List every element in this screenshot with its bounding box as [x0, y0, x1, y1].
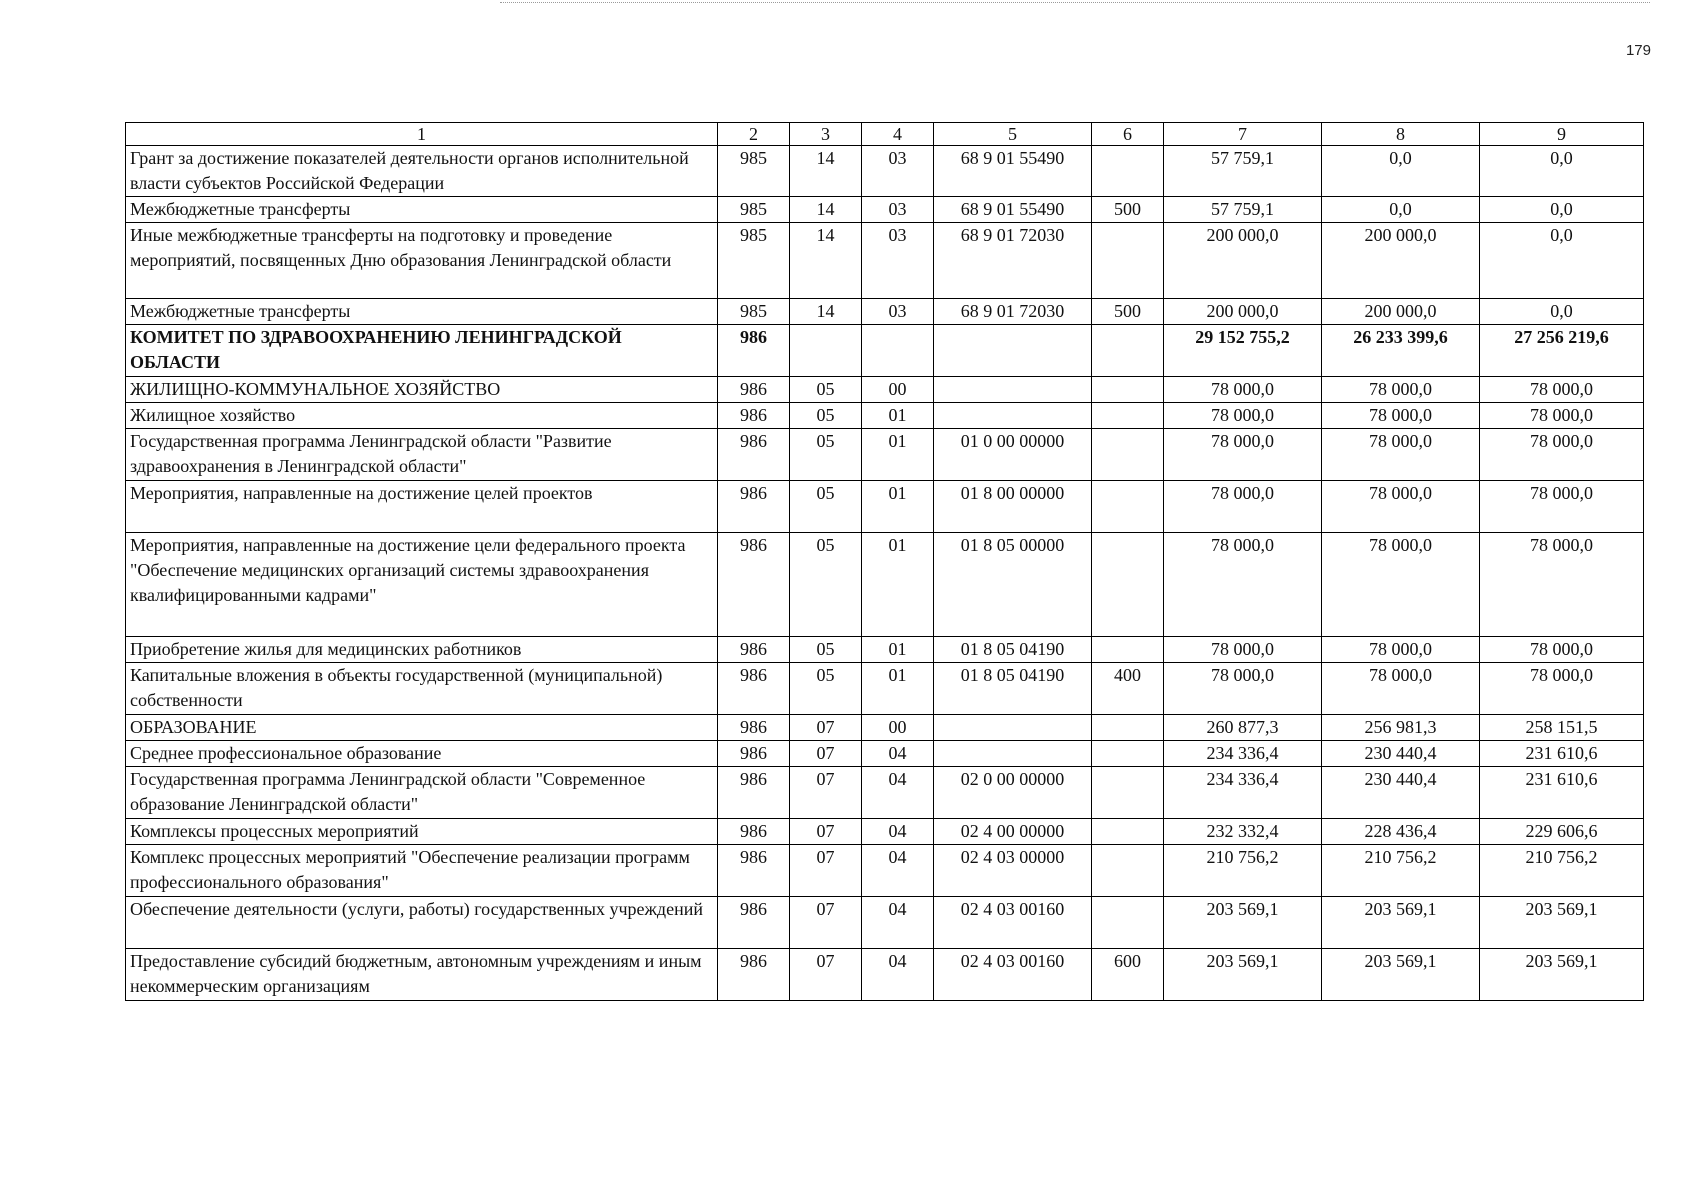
- subsection-code-cell: 00: [862, 715, 934, 741]
- expense-type-cell: [1092, 819, 1164, 845]
- amount-year3-cell: 78 000,0: [1480, 429, 1644, 481]
- expense-type-cell: [1092, 325, 1164, 377]
- amount-year2-cell: 203 569,1: [1322, 897, 1480, 949]
- target-article-cell: [934, 741, 1092, 767]
- target-article-cell: 02 0 00 00000: [934, 767, 1092, 819]
- subsection-code-cell: 03: [862, 299, 934, 325]
- target-article-cell: 02 4 03 00160: [934, 897, 1092, 949]
- amount-year3-cell: 78 000,0: [1480, 377, 1644, 403]
- section-code-cell: 07: [790, 949, 862, 1001]
- scan-top-rule: [500, 2, 1650, 3]
- expense-type-cell: [1092, 533, 1164, 637]
- expense-type-cell: [1092, 767, 1164, 819]
- amount-year3-cell: 0,0: [1480, 299, 1644, 325]
- amount-year1-cell: 200 000,0: [1164, 223, 1322, 299]
- expense-type-cell: 600: [1092, 949, 1164, 1001]
- header-cell: 8: [1322, 123, 1480, 146]
- table-row: [126, 325, 1644, 377]
- table-body: [126, 123, 1644, 1001]
- table-row: [126, 897, 1644, 949]
- table-row: [126, 845, 1644, 897]
- row-name-cell: Государственная программа Ленинградской области "Развитие здравоохранения в Ленинградской области": [126, 429, 718, 481]
- row-name-cell: Межбюджетные трансферты: [126, 197, 718, 223]
- target-article-cell: 02 4 03 00000: [934, 845, 1092, 897]
- amount-year3-cell: 0,0: [1480, 146, 1644, 197]
- amount-year1-cell: 234 336,4: [1164, 767, 1322, 819]
- subsection-code-cell: 01: [862, 403, 934, 429]
- grbs-code-cell: 986: [718, 325, 790, 377]
- table-row: [126, 223, 1644, 299]
- row-name-cell: Комплекс процессных мероприятий "Обеспечение реализации программ профессионального образования": [126, 845, 718, 897]
- subsection-code-cell: 04: [862, 897, 934, 949]
- amount-year2-cell: 78 000,0: [1322, 481, 1480, 533]
- amount-year3-cell: 78 000,0: [1480, 481, 1644, 533]
- header-cell: 6: [1092, 123, 1164, 146]
- amount-year2-cell: 0,0: [1322, 197, 1480, 223]
- row-name-cell: Грант за достижение показателей деятельности органов исполнительной власти субъектов Российской Федерации: [126, 146, 718, 197]
- amount-year3-cell: 258 151,5: [1480, 715, 1644, 741]
- grbs-code-cell: 986: [718, 897, 790, 949]
- target-article-cell: 01 8 00 00000: [934, 481, 1092, 533]
- row-name-cell: Капитальные вложения в объекты государственной (муниципальной) собственности: [126, 663, 718, 715]
- section-code-cell: 14: [790, 299, 862, 325]
- subsection-code-cell: 01: [862, 429, 934, 481]
- section-code-cell: 07: [790, 819, 862, 845]
- header-cell: 7: [1164, 123, 1322, 146]
- target-article-cell: 02 4 00 00000: [934, 819, 1092, 845]
- row-name-cell: Предоставление субсидий бюджетным, автономным учреждениям и иным некоммерческим организациям: [126, 949, 718, 1001]
- grbs-code-cell: 985: [718, 299, 790, 325]
- section-code-cell: [790, 325, 862, 377]
- amount-year2-cell: 228 436,4: [1322, 819, 1480, 845]
- expense-type-cell: 500: [1092, 299, 1164, 325]
- amount-year1-cell: 260 877,3: [1164, 715, 1322, 741]
- subsection-code-cell: 03: [862, 197, 934, 223]
- target-article-cell: 02 4 03 00160: [934, 949, 1092, 1001]
- section-code-cell: 05: [790, 663, 862, 715]
- subsection-code-cell: 00: [862, 377, 934, 403]
- row-name-cell: ОБРАЗОВАНИЕ: [126, 715, 718, 741]
- expense-type-cell: [1092, 897, 1164, 949]
- amount-year2-cell: 26 233 399,6: [1322, 325, 1480, 377]
- amount-year1-cell: 232 332,4: [1164, 819, 1322, 845]
- amount-year3-cell: 78 000,0: [1480, 403, 1644, 429]
- expense-type-cell: 400: [1092, 663, 1164, 715]
- section-code-cell: 05: [790, 533, 862, 637]
- amount-year1-cell: 78 000,0: [1164, 481, 1322, 533]
- expense-type-cell: [1092, 845, 1164, 897]
- target-article-cell: 68 9 01 72030: [934, 299, 1092, 325]
- subsection-code-cell: 04: [862, 845, 934, 897]
- amount-year3-cell: 203 569,1: [1480, 897, 1644, 949]
- amount-year3-cell: 27 256 219,6: [1480, 325, 1644, 377]
- target-article-cell: [934, 325, 1092, 377]
- section-code-cell: 05: [790, 481, 862, 533]
- expense-type-cell: [1092, 146, 1164, 197]
- table-row: [126, 949, 1644, 1001]
- amount-year1-cell: 234 336,4: [1164, 741, 1322, 767]
- amount-year3-cell: 231 610,6: [1480, 741, 1644, 767]
- amount-year3-cell: 210 756,2: [1480, 845, 1644, 897]
- target-article-cell: 68 9 01 55490: [934, 146, 1092, 197]
- expense-type-cell: [1092, 481, 1164, 533]
- amount-year3-cell: 78 000,0: [1480, 663, 1644, 715]
- amount-year3-cell: 229 606,6: [1480, 819, 1644, 845]
- amount-year2-cell: 78 000,0: [1322, 637, 1480, 663]
- table-row: [126, 197, 1644, 223]
- amount-year2-cell: 0,0: [1322, 146, 1480, 197]
- table-row: [126, 819, 1644, 845]
- amount-year3-cell: 0,0: [1480, 223, 1644, 299]
- table-row: [126, 767, 1644, 819]
- grbs-code-cell: 986: [718, 481, 790, 533]
- section-code-cell: 05: [790, 429, 862, 481]
- expense-type-cell: [1092, 637, 1164, 663]
- table-row: [126, 377, 1644, 403]
- table-row: [126, 741, 1644, 767]
- amount-year2-cell: 203 569,1: [1322, 949, 1480, 1001]
- subsection-code-cell: 01: [862, 637, 934, 663]
- section-code-cell: 05: [790, 377, 862, 403]
- expense-type-cell: [1092, 715, 1164, 741]
- subsection-code-cell: 01: [862, 533, 934, 637]
- table-row: [126, 533, 1644, 637]
- amount-year2-cell: 200 000,0: [1322, 299, 1480, 325]
- grbs-code-cell: 986: [718, 533, 790, 637]
- section-code-cell: 05: [790, 403, 862, 429]
- subsection-code-cell: 04: [862, 741, 934, 767]
- expense-type-cell: [1092, 741, 1164, 767]
- target-article-cell: 68 9 01 55490: [934, 197, 1092, 223]
- amount-year2-cell: 256 981,3: [1322, 715, 1480, 741]
- row-name-cell: Приобретение жилья для медицинских работников: [126, 637, 718, 663]
- grbs-code-cell: 985: [718, 146, 790, 197]
- table-row: [126, 146, 1644, 197]
- section-code-cell: 07: [790, 741, 862, 767]
- expense-type-cell: 500: [1092, 197, 1164, 223]
- header-cell: 2: [718, 123, 790, 146]
- budget-table: [125, 122, 1644, 1001]
- subsection-code-cell: 03: [862, 146, 934, 197]
- subsection-code-cell: 04: [862, 819, 934, 845]
- header-cell: 3: [790, 123, 862, 146]
- grbs-code-cell: 985: [718, 223, 790, 299]
- target-article-cell: 01 8 05 04190: [934, 637, 1092, 663]
- target-article-cell: [934, 377, 1092, 403]
- amount-year1-cell: 200 000,0: [1164, 299, 1322, 325]
- grbs-code-cell: 986: [718, 767, 790, 819]
- amount-year2-cell: 78 000,0: [1322, 663, 1480, 715]
- table-row: [126, 429, 1644, 481]
- row-name-cell: Жилищное хозяйство: [126, 403, 718, 429]
- amount-year1-cell: 78 000,0: [1164, 403, 1322, 429]
- section-code-cell: 14: [790, 223, 862, 299]
- amount-year1-cell: 203 569,1: [1164, 949, 1322, 1001]
- amount-year1-cell: 78 000,0: [1164, 377, 1322, 403]
- section-code-cell: 14: [790, 146, 862, 197]
- table-row: [126, 715, 1644, 741]
- grbs-code-cell: 986: [718, 819, 790, 845]
- subsection-code-cell: 01: [862, 663, 934, 715]
- row-name-cell: Мероприятия, направленные на достижение цели федерального проекта "Обеспечение медицинских организаций системы здравоохранения квалифицированными кадрами": [126, 533, 718, 637]
- amount-year3-cell: 203 569,1: [1480, 949, 1644, 1001]
- row-name-cell: Среднее профессиональное образование: [126, 741, 718, 767]
- amount-year1-cell: 78 000,0: [1164, 533, 1322, 637]
- row-name-cell: ЖИЛИЩНО-КОММУНАЛЬНОЕ ХОЗЯЙСТВО: [126, 377, 718, 403]
- subsection-code-cell: [862, 325, 934, 377]
- subsection-code-cell: 04: [862, 767, 934, 819]
- table-row: [126, 403, 1644, 429]
- expense-type-cell: [1092, 403, 1164, 429]
- subsection-code-cell: 01: [862, 481, 934, 533]
- amount-year2-cell: 78 000,0: [1322, 403, 1480, 429]
- row-name-cell: КОМИТЕТ ПО ЗДРАВООХРАНЕНИЮ ЛЕНИНГРАДСКОЙ ОБЛАСТИ: [126, 325, 718, 377]
- amount-year1-cell: 78 000,0: [1164, 637, 1322, 663]
- table-row: [126, 663, 1644, 715]
- section-code-cell: 07: [790, 845, 862, 897]
- section-code-cell: 14: [790, 197, 862, 223]
- grbs-code-cell: 986: [718, 949, 790, 1001]
- target-article-cell: 68 9 01 72030: [934, 223, 1092, 299]
- amount-year1-cell: 57 759,1: [1164, 197, 1322, 223]
- grbs-code-cell: 985: [718, 197, 790, 223]
- target-article-cell: 01 8 05 04190: [934, 663, 1092, 715]
- amount-year2-cell: 230 440,4: [1322, 767, 1480, 819]
- section-code-cell: 05: [790, 637, 862, 663]
- page-number: 179: [1625, 42, 1651, 59]
- amount-year2-cell: 78 000,0: [1322, 429, 1480, 481]
- grbs-code-cell: 986: [718, 637, 790, 663]
- target-article-cell: [934, 403, 1092, 429]
- amount-year2-cell: 210 756,2: [1322, 845, 1480, 897]
- row-name-cell: Государственная программа Ленинградской области "Современное образование Ленинградской области": [126, 767, 718, 819]
- amount-year2-cell: 200 000,0: [1322, 223, 1480, 299]
- amount-year3-cell: 231 610,6: [1480, 767, 1644, 819]
- expense-type-cell: [1092, 377, 1164, 403]
- amount-year1-cell: 210 756,2: [1164, 845, 1322, 897]
- table-row: [126, 299, 1644, 325]
- expense-type-cell: [1092, 223, 1164, 299]
- header-cell: 5: [934, 123, 1092, 146]
- grbs-code-cell: 986: [718, 741, 790, 767]
- section-code-cell: 07: [790, 897, 862, 949]
- grbs-code-cell: 986: [718, 429, 790, 481]
- header-cell: 4: [862, 123, 934, 146]
- row-name-cell: Мероприятия, направленные на достижение целей проектов: [126, 481, 718, 533]
- amount-year2-cell: 230 440,4: [1322, 741, 1480, 767]
- target-article-cell: 01 0 00 00000: [934, 429, 1092, 481]
- amount-year1-cell: 29 152 755,2: [1164, 325, 1322, 377]
- grbs-code-cell: 986: [718, 845, 790, 897]
- amount-year1-cell: 203 569,1: [1164, 897, 1322, 949]
- table-row: [126, 637, 1644, 663]
- row-name-cell: Иные межбюджетные трансферты на подготовку и проведение мероприятий, посвященных Дню образования Ленинградской области: [126, 223, 718, 299]
- row-name-cell: Обеспечение деятельности (услуги, работы) государственных учреждений: [126, 897, 718, 949]
- grbs-code-cell: 986: [718, 377, 790, 403]
- row-name-cell: Межбюджетные трансферты: [126, 299, 718, 325]
- grbs-code-cell: 986: [718, 663, 790, 715]
- expense-type-cell: [1092, 429, 1164, 481]
- header-cell: 9: [1480, 123, 1644, 146]
- section-code-cell: 07: [790, 767, 862, 819]
- target-article-cell: [934, 715, 1092, 741]
- table-header-row: [126, 123, 1644, 146]
- section-code-cell: 07: [790, 715, 862, 741]
- amount-year3-cell: 0,0: [1480, 197, 1644, 223]
- row-name-cell: Комплексы процессных мероприятий: [126, 819, 718, 845]
- header-cell: 1: [126, 123, 718, 146]
- amount-year1-cell: 78 000,0: [1164, 429, 1322, 481]
- grbs-code-cell: 986: [718, 403, 790, 429]
- amount-year2-cell: 78 000,0: [1322, 533, 1480, 637]
- table-row: [126, 481, 1644, 533]
- subsection-code-cell: 03: [862, 223, 934, 299]
- amount-year1-cell: 57 759,1: [1164, 146, 1322, 197]
- grbs-code-cell: 986: [718, 715, 790, 741]
- amount-year3-cell: 78 000,0: [1480, 637, 1644, 663]
- subsection-code-cell: 04: [862, 949, 934, 1001]
- amount-year2-cell: 78 000,0: [1322, 377, 1480, 403]
- target-article-cell: 01 8 05 00000: [934, 533, 1092, 637]
- amount-year1-cell: 78 000,0: [1164, 663, 1322, 715]
- amount-year3-cell: 78 000,0: [1480, 533, 1644, 637]
